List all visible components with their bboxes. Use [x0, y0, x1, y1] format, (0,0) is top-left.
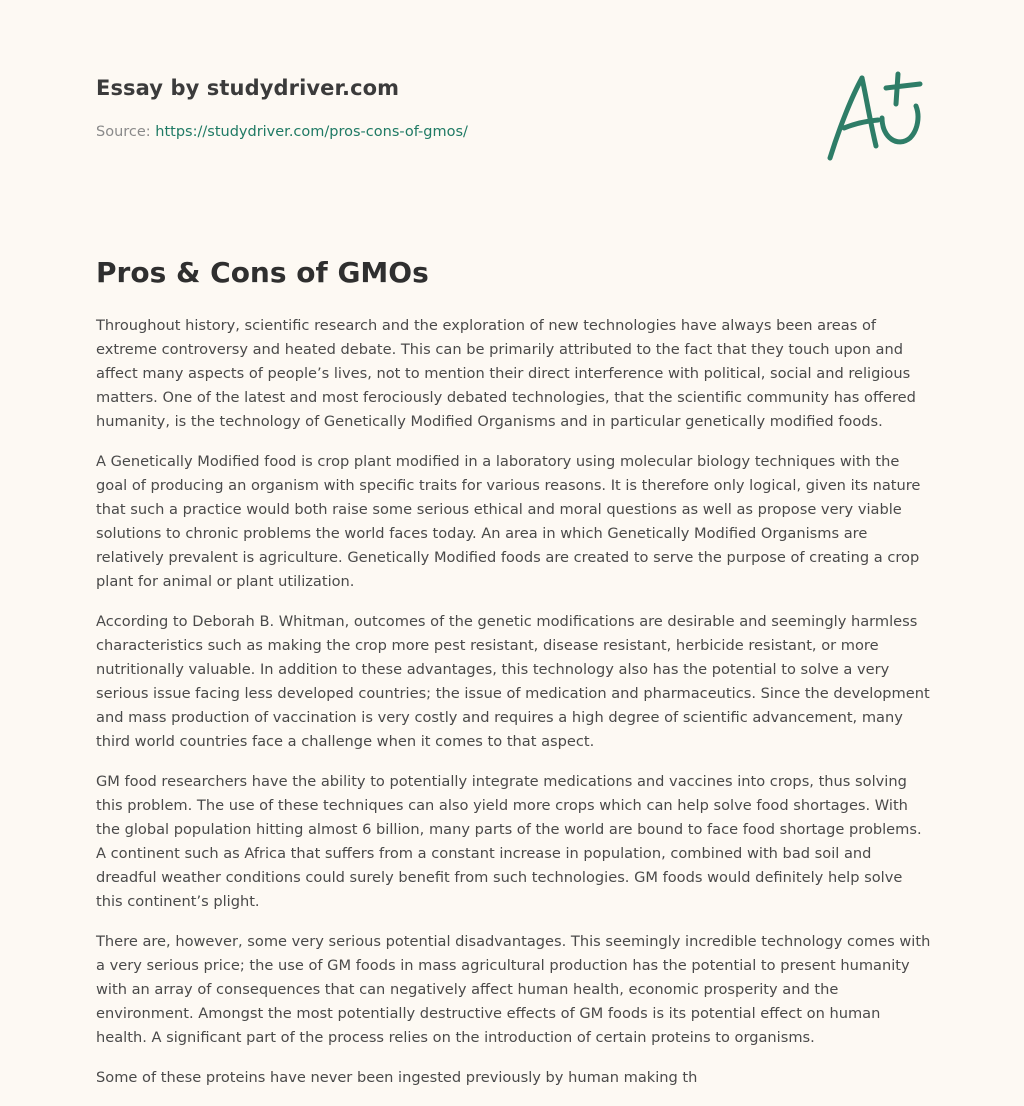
- article-title: Pros & Cons of GMOs: [96, 256, 429, 289]
- article-body: [96, 314, 932, 1106]
- paragraph: A Genetically Modified food is crop plant modified in a laboratory using molecular biology techniques with the goal of producing an organism with specific traits for various reasons. It is therefore only logical, given its nature that such a practice would both raise some serious ethical and moral questions as well as propose very viable solutions to chronic problems the world faces today. An area in which Genetically Modified Organisms are relatively prevalent is agriculture. Genetically Modified foods are created to serve the purpose of creating a crop plant for animal or plant utilization.: [96, 453, 921, 590]
- paragraph: Some of these proteins have never been ingested previously by human making th: [96, 1069, 698, 1086]
- source-line: [96, 124, 468, 140]
- source-label: Source:: [96, 124, 151, 140]
- paragraph: There are, however, some very serious potential disadvantages. This seemingly incredible technology comes with a very serious price; the use of GM foods in mass agricultural production has the potential to present humanity with an array of consequences that can negatively affect human health, economic prosperity and the environment. Amongst the most potentially destructive effects of GM foods is its potential effect on human health. A significant part of the process relies on the introduction of certain proteins to organisms.: [96, 933, 931, 1046]
- a-plus-logo-icon: [820, 66, 930, 166]
- paragraph: According to Deborah B. Whitman, outcomes of the genetic modifications are desirable and seemingly harmless characteristics such as making the crop more pest resistant, disease resistant, herbicide resistant, or more nutritionally valuable. In addition to these advantages, this technology also has the potential to solve a very serious issue facing less developed countries; the issue of medication and pharmaceutics. Since the development and mass production of vaccination is very costly and requires a high degree of scientific advancement, many third world countries face a challenge when it comes to that aspect.: [96, 613, 930, 750]
- paragraph: GM food researchers have the ability to potentially integrate medications and vaccines into crops, thus solving this problem. The use of these techniques can also yield more crops which can help solve food shortages. With the global population hitting almost 6 billion, many parts of the world are bound to face food shortage problems. A continent such as Africa that suffers from a constant increase in population, combined with bad soil and dreadful weather conditions could surely benefit from such technologies. GM foods would definitely help solve this continent’s plight.: [96, 773, 922, 910]
- paragraph: Throughout history, scientific research and the exploration of new technologies have always been areas of extreme controversy and heated debate. This can be primarily attributed to the fact that they touch upon and affect many aspects of people’s lives, not to mention their direct interference with political, social and religious matters. One of the latest and most ferociously debated technologies, that the scientific community has offered humanity, is the technology of Genetically Modified Organisms and in particular genetically modified foods.: [96, 317, 916, 430]
- site-brand: Essay by studydriver.com: [96, 76, 400, 100]
- source-link[interactable]: https://studydriver.com/pros-cons-of-gmos/: [155, 124, 468, 140]
